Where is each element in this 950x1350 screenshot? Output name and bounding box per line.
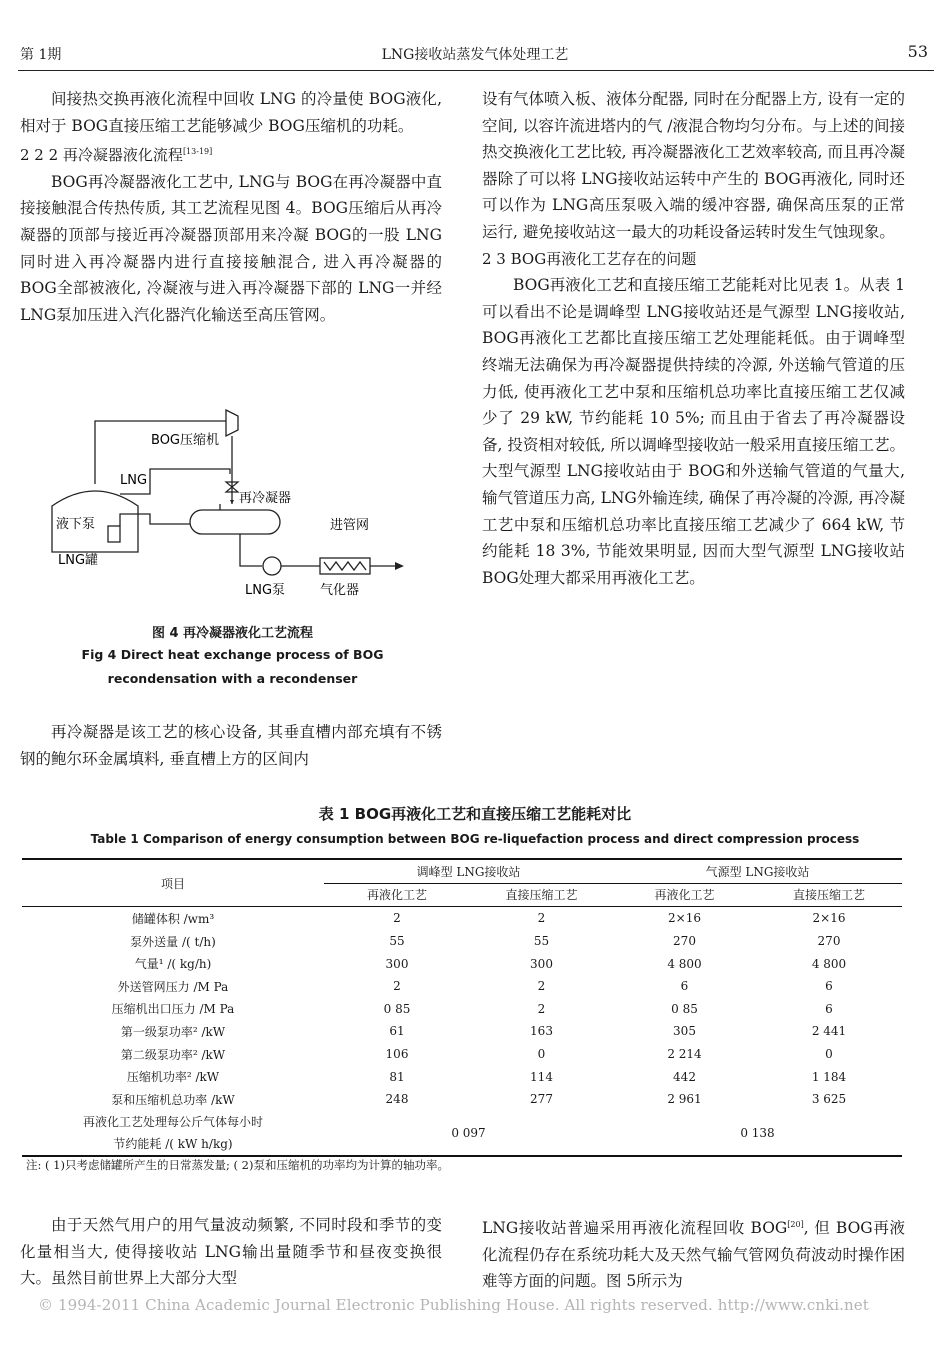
- pump-inlet-pipe: [240, 534, 262, 566]
- bottom-left-column: [20, 1212, 442, 1292]
- label-to-network: 进管网: [330, 518, 370, 533]
- row-label: 第一级泵功率² /kW: [120, 1024, 226, 1039]
- cell: 2×16: [812, 911, 846, 926]
- cell: 114: [530, 1069, 553, 1084]
- cell: 163: [530, 1024, 553, 1039]
- bottom-right-text-b: , 但 BOG再液化流程仍存在系统功耗大及天然气输气管网负荷波动时操作困难等方面的问题。图 5所示为: [482, 1219, 905, 1291]
- row-label: 储罐体积 /wm³: [131, 911, 215, 926]
- cell: 300: [385, 956, 409, 971]
- label-bog-compressor: BOG压缩机: [151, 433, 219, 448]
- bottom-right-column: [482, 1212, 905, 1295]
- label-submerged-pump: 液下泵: [56, 517, 96, 532]
- cell: 300: [530, 956, 553, 971]
- outlet-arrow: [395, 562, 404, 570]
- label-lng-tank: LNG罐: [58, 553, 99, 568]
- bottom-right-paragraph: [482, 1212, 905, 1295]
- cell: 0: [537, 1047, 546, 1062]
- section-heading-2-2-2: [20, 139, 442, 169]
- cell: 6: [680, 979, 689, 994]
- col-header-item: 项目: [22, 859, 324, 907]
- section-heading-2-3: 2 3 BOG再液化工艺存在的问题: [482, 249, 697, 268]
- row-label: 压缩机出口压力 /M Pa: [111, 1002, 235, 1017]
- col-header-reliquefaction-1: 再液化工艺: [366, 888, 427, 903]
- table-row: [22, 975, 902, 998]
- cell: 6: [825, 1001, 833, 1016]
- cell: 2: [537, 1001, 546, 1016]
- figure-4-diagram: [40, 404, 430, 604]
- cell: 55: [533, 934, 550, 949]
- col-group-peak-shaving: 调峰型 LNG接收站: [324, 859, 613, 883]
- cell: 270: [817, 934, 841, 949]
- label-recondenser: 再冷凝器: [239, 491, 292, 506]
- cell: 305: [673, 1024, 696, 1039]
- copyright-footer: © 1994-2011 China Academic Journal Electronic Publishing House. All rights reserved. http://www.cnki.net: [38, 1296, 869, 1314]
- row-label: 压缩机功率² /kW: [126, 1070, 220, 1085]
- citation-13-19: [13-19]: [182, 147, 213, 157]
- tank-outlet-pipe: [120, 514, 190, 526]
- cell: 2 441: [811, 1024, 847, 1039]
- label-lng-pump: LNG泵: [245, 583, 286, 598]
- col-header-reliquefaction-2: 再液化工艺: [654, 888, 715, 903]
- bog-pipe-top: [95, 421, 226, 484]
- col-header-direct-2: 直接压缩工艺: [792, 888, 865, 903]
- cell: 4 800: [667, 956, 702, 971]
- table-title-cn: 表 1 BOG再液化工艺和直接压缩工艺能耗对比: [318, 805, 632, 823]
- cell: 81: [389, 1069, 405, 1084]
- cell: 0 097: [451, 1125, 486, 1140]
- citation-20: [20]: [787, 1220, 804, 1229]
- col-header-direct-1: 直接压缩工艺: [505, 888, 578, 903]
- cell: 2: [393, 979, 401, 994]
- cell: 61: [389, 1024, 405, 1039]
- cell: 0: [825, 1047, 833, 1062]
- cell: 4 800: [811, 956, 847, 971]
- row-label: 第二级泵功率² /kW: [120, 1047, 226, 1062]
- left-paragraph-3: 再冷凝器是该工艺的核心设备, 其垂直槽内部充填有不锈钢的鲍尔环金属填料, 垂直槽上方的区间内: [20, 723, 442, 768]
- page-number: 53: [907, 42, 928, 61]
- comparison-table: [22, 858, 902, 1157]
- table-row: [22, 1065, 902, 1088]
- recondenser-vessel: [190, 510, 280, 534]
- cell: 2: [537, 911, 546, 926]
- bottom-right-text-a: LNG接收站普遍采用再液化流程回收 BOG: [482, 1219, 788, 1237]
- submerged-pump-box: [108, 526, 120, 542]
- cell: 0 85: [671, 1001, 698, 1016]
- table-note: 注: ( 1)只考虑储罐所产生的日常蒸发量; ( 2)泵和压缩机的功率均为计算的轴功率。: [26, 1158, 449, 1172]
- cell: 2: [393, 911, 401, 926]
- table-row-energy-saving: [22, 1111, 902, 1156]
- figure-caption-en-2: recondensation with a recondenser: [107, 671, 358, 686]
- cell: 0 138: [740, 1125, 775, 1140]
- cell: 1 184: [811, 1069, 847, 1084]
- figure-caption-cn: 图 4 再冷凝器液化工艺流程: [151, 626, 314, 641]
- compressor-symbol: [226, 410, 238, 436]
- vaporizer-coil: [324, 562, 366, 570]
- issue-number: 第 1期: [20, 47, 62, 63]
- row-label-line-1: 再液化工艺处理每公斤气体每小时: [82, 1114, 263, 1129]
- table-row: [22, 930, 902, 953]
- bottom-left-paragraph: 由于天然气用户的用气量波动频繁, 不同时段和季节的变化量相当大, 使得接收站 LNG输出量随季节和昼夜变换很大。虽然目前世界上大部分大型: [20, 1216, 442, 1288]
- cell: 2: [537, 979, 546, 994]
- table-row: [22, 1043, 902, 1066]
- cell: 2×16: [668, 911, 701, 926]
- table-row: [22, 907, 902, 930]
- cell: 6: [825, 979, 833, 994]
- figure-caption-en-1: Fig 4 Direct heat exchange process of BOG: [81, 647, 384, 662]
- row-label: [22, 1111, 324, 1156]
- cell: 270: [673, 934, 696, 949]
- right-paragraph-1: 设有气体喷入板、液体分配器, 同时在分配器上方, 设有一定的空间, 以容许流进塔内的气 /液混合物均匀分布。与上述的间接热交换液化工艺比较, 再冷凝器液化工艺效率较高, 而且再冷凝器除了可以将 LNG接收站运转中产生的 BOG再液化, 同时还可以作为 LNG高压泵吸入端的缓冲容器, 确保高压泵的正常运行, 避免接收站这一最大的功耗设备运转时发生气蚀现象。: [482, 90, 906, 241]
- table-row: [22, 952, 902, 975]
- cell: 55: [389, 934, 405, 949]
- cell: 2 214: [667, 1047, 702, 1062]
- inlet-arrow: [230, 500, 234, 504]
- section-heading-text: 2 2 2 再冷凝器液化流程: [20, 146, 183, 165]
- row-label: 气量¹ /( kg/h): [134, 957, 212, 972]
- cell: 442: [673, 1069, 696, 1084]
- col-group-gas-source: 气源型 LNG接收站: [613, 859, 902, 883]
- cell: 248: [385, 1092, 409, 1107]
- header-rule: [18, 70, 934, 71]
- table-title-en: Table 1 Comparison of energy consumption between BOG re-liquefaction process and direct compression process: [90, 832, 860, 846]
- left-column-lower: [20, 719, 442, 772]
- label-vaporizer: 气化器: [320, 583, 360, 598]
- right-paragraph-2: BOG再液化工艺和直接压缩工艺能耗对比见表 1。从表 1可以看出不论是调峰型 LNG接收站还是气源型 LNG接收站, BOG再液化工艺都比直接压缩工艺处理能耗低。由于调峰型终端无法确保为再冷凝器提供持续的冷源, 外送输气管道的压力低, 使再液化工艺中泵和压缩机总功率比直接压缩工艺仅减少了 29 kW, 节约能耗 10 5%; 而且由于省去了再冷凝器设备, 投资相对较低, 所以调峰型接收站一般采用直接压缩工艺。大型气源型 LNG接收站由于 BOG和外送输气管道的气量大, 输气管道压力高, LNG外输连续, 确保了再冷凝的冷源, 再冷凝工艺中泵和压缩机总功率比直接压缩工艺减少了 664 kW, 节约能耗 18 3%, 节能效果明显, 因而大型气源型 LNG接收站 BOG处理大都采用再液化工艺。: [482, 276, 905, 587]
- table-row: [22, 998, 902, 1021]
- table-row: [22, 1088, 902, 1111]
- left-paragraph-1: 间接热交换再液化流程中回收 LNG 的冷量使 BOG液化, 相对于 BOG直接压缩工艺能够减少 BOG压缩机的功耗。: [20, 90, 442, 135]
- cell: 106: [385, 1047, 409, 1062]
- table-row: [22, 1020, 902, 1043]
- cell: 277: [530, 1092, 553, 1107]
- row-label-line-2: 节约能耗 /( kW h/kg): [113, 1136, 233, 1151]
- left-paragraph-2: BOG再冷凝器液化工艺中, LNG与 BOG在再冷凝器中直接接触混合传热传质, 其工艺流程见图 4。BOG压缩后从再冷凝器的顶部与接近再冷凝器顶部用来冷凝 BOG的一股 LNG同时进入再冷凝器内进行直接接触混合, 进入再冷凝器的 BOG全部被液化, 冷凝液与进入再冷凝器下部的 LNG一并经 LNG泵加压进入汽化器汽化输送至高压管网。: [20, 172, 442, 324]
- left-column: [20, 86, 442, 328]
- cell: 0 85: [383, 1001, 411, 1016]
- lng-pump-symbol: [263, 557, 281, 575]
- row-label: 泵和压缩机总功率 /kW: [111, 1092, 235, 1107]
- cell: 2 961: [667, 1092, 702, 1107]
- running-title: LNG接收站蒸发气体处理工艺: [381, 47, 569, 63]
- right-column: [482, 86, 905, 591]
- cell: 3 625: [811, 1092, 847, 1107]
- label-lng: LNG: [120, 473, 148, 488]
- row-label: 外送管网压力 /M Pa: [117, 979, 229, 994]
- row-label: 泵外送量 /( t/h): [130, 934, 216, 949]
